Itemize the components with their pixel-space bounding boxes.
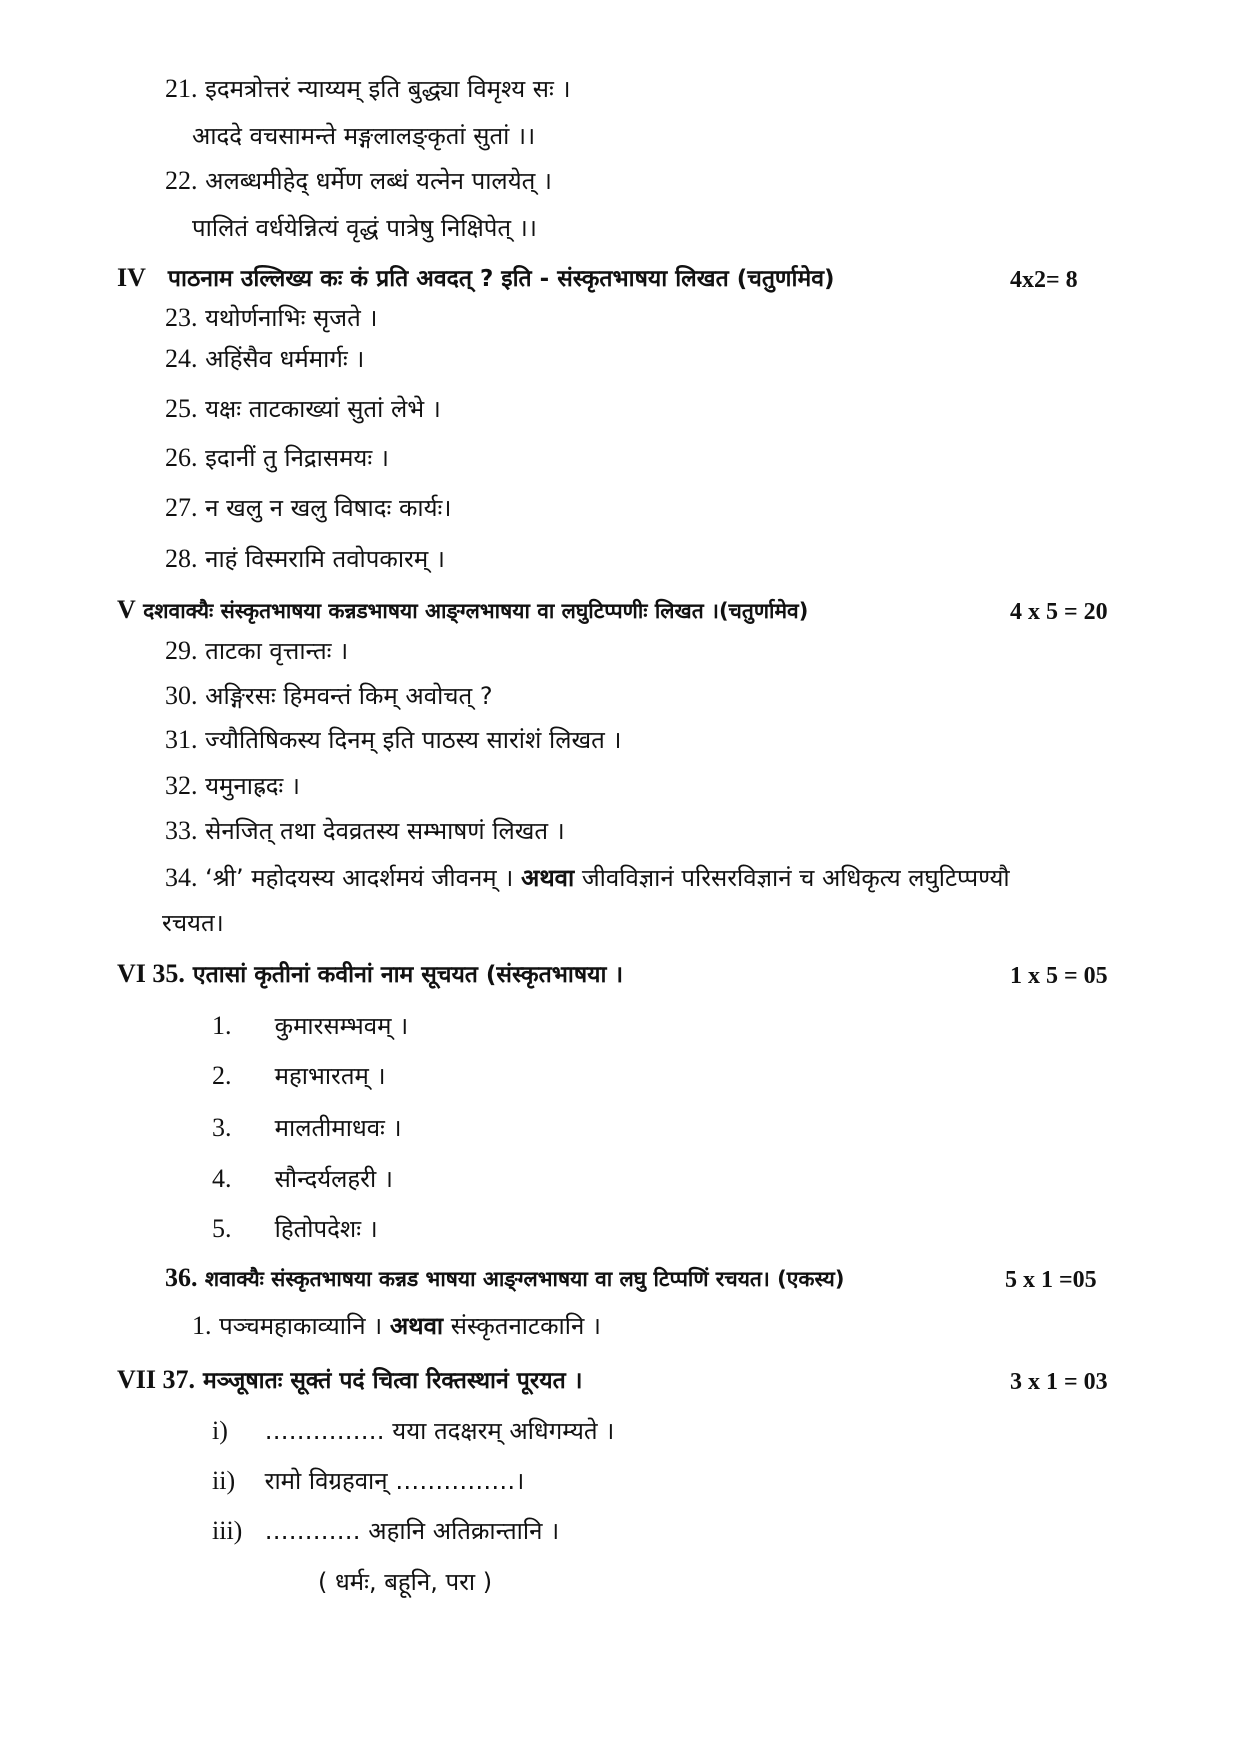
question-number: 32. xyxy=(165,771,198,800)
question-23 xyxy=(165,302,378,334)
question-text: अङ्गिरसः हिमवन्तं किम् अवोचत् ? xyxy=(205,682,493,710)
question-text: यमुनाह्रदः । xyxy=(205,772,301,800)
question-number: 23. xyxy=(165,303,198,332)
or-label: अथवा xyxy=(389,1312,444,1340)
item-number: 5. xyxy=(212,1214,232,1243)
question-number: 29. xyxy=(165,636,198,665)
section-vi-header xyxy=(117,958,623,991)
item-text: रामो विग्रहवान् ……………। xyxy=(264,1467,525,1495)
question-30 xyxy=(165,680,493,712)
item-text: पञ्चमहाकाव्यानि । xyxy=(219,1312,383,1340)
fill-blank-item xyxy=(212,1515,559,1547)
question-text: नाहं विस्मरामि तवोपकारम् । xyxy=(205,545,445,573)
item-number: iii) xyxy=(212,1516,243,1545)
list-item xyxy=(212,1163,393,1195)
section-label: VI 35. xyxy=(117,959,185,988)
question-34-line2: रचयत। xyxy=(162,909,224,937)
question-32 xyxy=(165,770,300,802)
section-roman: IV xyxy=(117,263,146,292)
list-item xyxy=(212,1112,402,1144)
question-instruction: शवाक्यैः संस्कृतभाषया कन्नड भाषया आङ्ग्लभाषया वा लघु टिप्पणिं रचयत। (एकस्य) xyxy=(204,1267,845,1291)
item-text: ………… अहानि अतिक्रान्तानि । xyxy=(264,1517,560,1545)
question-number: 26. xyxy=(165,443,198,472)
question-text: यथोर्णनाभिः सृजते । xyxy=(205,304,378,332)
list-item xyxy=(212,1213,378,1245)
question-22 xyxy=(165,165,552,197)
question-number: 25. xyxy=(165,394,198,423)
question-text-alt: जीवविज्ञानं परिसरविज्ञानं च अधिकृत्य लघुटिप्पण्यौ xyxy=(581,864,1010,892)
question-number: 36. xyxy=(165,1263,198,1292)
question-number: 33. xyxy=(165,816,198,845)
item-number: 3. xyxy=(212,1113,232,1142)
fill-blank-item xyxy=(212,1465,524,1497)
item-number: i) xyxy=(212,1416,228,1445)
section-v-marks: 4 x 5 = 20 xyxy=(1010,599,1108,625)
question-text: अहिंसैव धर्ममार्गः । xyxy=(205,345,365,373)
item-text: सौन्दर्यलहरी । xyxy=(274,1165,393,1193)
item-text: हितोपदेशः । xyxy=(274,1215,378,1243)
section-instruction: एतासां कृतीनां कवीनां नाम सूचयत (संस्कृतभाषया । xyxy=(192,962,624,988)
question-21 xyxy=(165,73,571,105)
word-box: ( धर्मः, बहूनि, परा ) xyxy=(318,1568,493,1596)
question-25 xyxy=(165,393,441,425)
question-text: ताटका वृत्तान्तः । xyxy=(205,637,349,665)
section-instruction: मञ्जूषातः सूक्तं पदं चित्वा रिक्तस्थानं पूरयत । xyxy=(203,1368,583,1394)
section-vii-marks: 3 x 1 = 03 xyxy=(1010,1369,1108,1395)
question-36-item xyxy=(192,1310,601,1342)
item-number: ii) xyxy=(212,1466,236,1495)
question-36-marks: 5 x 1 =05 xyxy=(1005,1267,1097,1293)
question-number: 21. xyxy=(165,74,198,103)
question-text: ज्यौतिषिकस्य दिनम् इति पाठस्य सारांशं लिखत । xyxy=(205,726,622,754)
question-22-line2: पालितं वर्धयेन्नित्यं वृद्धं पात्रेषु निक्षिपेत् ।। xyxy=(192,214,537,242)
section-label: VII 37. xyxy=(117,1365,196,1394)
question-text: अलब्धमीहेद् धर्मेण लब्धं यत्नेन पालयेत् । xyxy=(205,167,553,195)
question-34 xyxy=(165,862,1010,894)
item-text: महाभारतम् । xyxy=(274,1062,386,1090)
item-text: …………… यया तदक्षरम् अधिगम्यते । xyxy=(264,1417,615,1445)
question-text: सेनजित् तथा देवव्रतस्य सम्भाषणं लिखत । xyxy=(205,817,565,845)
question-number: 34. xyxy=(165,863,198,892)
item-text-alt: संस्कृतनाटकानि । xyxy=(450,1312,601,1340)
section-iv-marks: 4x2= 8 xyxy=(1010,267,1078,293)
question-24 xyxy=(165,343,364,375)
question-text: इदानीं तु निद्रासमयः । xyxy=(205,444,389,472)
question-text: न खलु न खलु विषादः कार्यः। xyxy=(205,494,452,522)
question-number: 22. xyxy=(165,166,198,195)
section-iv-header xyxy=(117,262,835,295)
list-item xyxy=(212,1060,386,1092)
section-roman: V xyxy=(117,595,136,624)
list-item xyxy=(212,1010,408,1042)
question-text: इदमत्रोत्तरं न्याय्यम् इति बुद्ध्या विमृश्य सः । xyxy=(205,75,571,103)
question-27 xyxy=(165,492,452,524)
question-number: 27. xyxy=(165,493,198,522)
question-number: 31. xyxy=(165,725,198,754)
question-28 xyxy=(165,543,445,575)
question-number: 30. xyxy=(165,681,198,710)
question-number: 28. xyxy=(165,544,198,573)
question-number: 24. xyxy=(165,344,198,373)
question-31 xyxy=(165,724,622,756)
question-29 xyxy=(165,635,348,667)
item-number: 2. xyxy=(212,1061,232,1090)
or-label: अथवा xyxy=(521,864,575,892)
section-v-header xyxy=(117,594,808,627)
question-21-line2: आददे वचसामन्ते मङ्गलालङ्कृतां सुतां ।। xyxy=(192,122,536,150)
question-26 xyxy=(165,442,389,474)
item-number: 1. xyxy=(192,1311,212,1340)
question-text: यक्षः ताटकाख्यां सुतां लेभे । xyxy=(205,395,441,423)
section-instruction: पाठनाम उल्लिख्य कः कं प्रति अवदत् ? इति - संस्कृतभाषया लिखत (चतुर्णामेव) xyxy=(167,266,835,292)
item-text: मालतीमाधवः । xyxy=(274,1114,402,1142)
question-33 xyxy=(165,815,565,847)
question-text: ‘श्री’ महोदयस्य आदर्शमयं जीवनम् । xyxy=(205,864,514,892)
item-number: 1. xyxy=(212,1011,232,1040)
section-vi-marks: 1 x 5 = 05 xyxy=(1010,963,1108,989)
section-vii-header xyxy=(117,1364,582,1397)
question-36-header xyxy=(165,1262,844,1295)
item-text: कुमारसम्भवम् । xyxy=(274,1012,409,1040)
item-number: 4. xyxy=(212,1164,232,1193)
fill-blank-item xyxy=(212,1415,614,1447)
section-instruction: दशवाक्यैः संस्कृतभाषया कन्नडभाषया आङ्ग्लभाषया वा लघुटिप्पणीः लिखत ।(चतुर्णामेव) xyxy=(143,599,809,623)
